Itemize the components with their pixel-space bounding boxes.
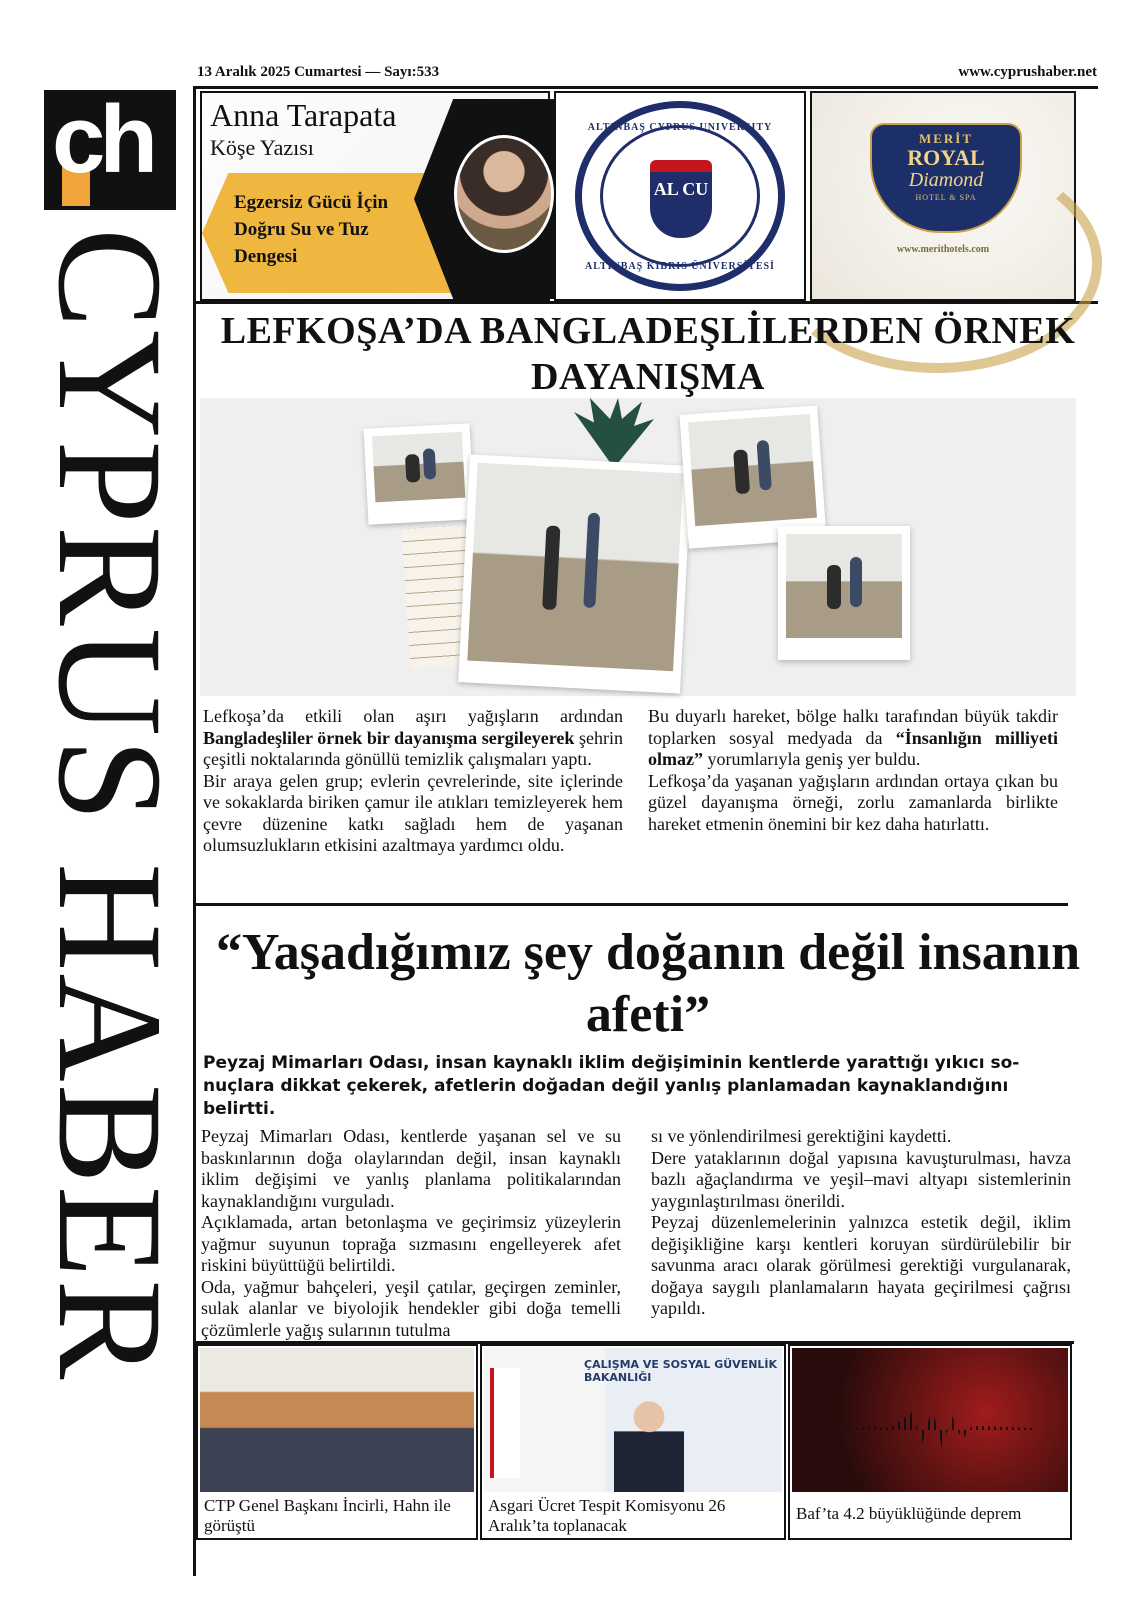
story1-paragraph: Lefkoşa’da yaşanan yağışların ardından ortaya çıkan bu güzel dayanışma örneği, zorlu zamanlarda birlikte hareket etmenin önemini bir kez daha hatırlattı. [648,770,1058,834]
columnist-box[interactable] [200,91,550,301]
seal-top-text: ALTINBAŞ CYPRUS UNIVERSITY [587,122,773,133]
section-divider [196,903,1068,906]
story1-text: Bu duyarlı hareket, bölge halkı tarafından büyük takdir toplarken sosyal medyada da [648,706,1058,748]
story2-column-1 [201,1126,621,1341]
seal-emblem: AL CU [653,179,709,199]
seal-bottom-text: ALTINBAŞ KIBRIS ÜNİVERSİTESİ [585,261,775,272]
news-card[interactable] [480,1344,786,1540]
story1-bold-text: “İnsanlığın milliyeti olmaz” [648,727,1058,769]
meeting-photo [200,1348,474,1492]
columnist-section: Köşe Yazısı [210,135,314,160]
hotel-url: www.merithotels.com [896,244,990,255]
hotel-brand: MERİT [918,131,974,146]
story2-paragraph: Oda, yağmur bahçeleri, yeşil çatılar, geçirgen zeminler, sulak alanlar ve biyolojik hendekler gibi doğa temelli çözümlerle yağış sularının tutulma [201,1276,621,1340]
website-link[interactable]: www.cyprushaber.net [958,64,1097,80]
bottom-news-row [196,1344,1074,1540]
news-caption[interactable]: Baf’ta 4.2 büyüklüğünde deprem [796,1504,1022,1523]
news-caption[interactable]: Asgari Ücret Tespit Komisyonu 26 Aralık’ta toplanacak [488,1496,726,1535]
story1-text: Lefkoşa’da etkili olan aşırı yağışların ardından [203,706,623,726]
columnist-name: Anna Tarapata [210,97,397,133]
seal-shield-icon [650,160,712,238]
story1-column-2 [648,706,1058,835]
minister-figure [614,1398,684,1492]
story2-dek: Peyzaj Mimarları Odası, insan kaynaklı iklim değişiminin kentlerde yarattığı yıkıcı sonuçlara dikkat çekerek, afetlerin doğadan değil yanlış planlamadan kaynaklandığını belirtti. [203,1053,1020,1119]
issue-date: 13 Aralık 2025 Cumartesi — Sayı:533 [197,64,440,80]
story1-headline[interactable]: LEFKOŞA’DA BANGLADEŞLİLERDEN ÖRNEK DAYANIŞMA [220,310,1076,398]
columnist-photo [454,135,554,253]
story1-paragraph: Bir araya gelen grup; evlerin çevrelerinde, site içlerinde ve sokaklarda biriken çamur ile atıkları temizleyerek hem çevre düzenine katkı sağladı hem de yaşanan olumsuzlukların etkisini azaltmaya yardımcı oldu. [203,770,623,855]
university-ad[interactable] [554,91,806,301]
story1-photo-collage [200,398,1076,696]
seismograph-photo [792,1348,1068,1492]
story2-paragraph: Peyzaj Mimarları Odası, kentlerde yaşanan sel ve su baskınlarının doğa olaylarından değil, insan kaynaklı iklim değişimi ve yanlış planlama politikalarından kaynaklandığını vurguladı. [201,1126,621,1211]
masthead-title: CYPRUS HABER [27,228,193,1382]
issue-bar [197,62,1097,84]
story1-bold-text: Bangladeşliler örnek bir dayanışma sergileyerek [203,727,575,748]
ad-row [196,86,1098,304]
news-caption[interactable]: CTP Genel Başkanı İncirli, Hahn ile görüştü [204,1496,451,1535]
story1-text: yorumlarıyla geniş yer buldu. [702,749,921,769]
collage-photo [458,454,692,693]
hotel-name: ROYAL [907,145,985,170]
news-card[interactable] [196,1344,478,1540]
story2-paragraph: Açıklamada, artan betonlaşma ve geçirimsiz yüzeylerin yağmur suyunun toprağa sızmasını engelleyerek afet riskini büyüttüğü belirtildi. [201,1212,621,1275]
story2-paragraph: Dere yataklarının doğal yapısına kavuşturulması, havza bazlı ağaçlandırma ve yeşil–mavi altyapı sistemlerinin yaygınlaştırılması önerildi. [651,1147,1071,1211]
minister-photo [484,1348,782,1492]
story1-column-1 [203,706,623,857]
university-seal [575,101,785,291]
collage-photo [778,526,910,660]
logo-letters: ch [52,86,153,193]
hotel-subname: Diamond [908,169,984,191]
story2-column-2 [651,1126,1071,1320]
columnist-headline[interactable]: Egzersiz Gücü İçin Doğru Su ve Tuz Dengesi [234,192,389,267]
news-card[interactable] [788,1344,1072,1540]
seismograph-wave-icon [832,1408,1032,1448]
story1-text: şehrin çeşitli noktalarında gönüllü temizlik çalışmaları yaptı. [203,727,623,769]
collage-photo [364,423,475,524]
ministry-sign: ÇALIŞMA VE SOSYAL GÜVENLİK BAKANLIĞI [584,1358,778,1384]
masthead-wrap [27,228,193,1580]
story2-headline[interactable]: “Yaşadığımız şey doğanın değil insanın afeti” [216,924,1080,1043]
hotel-ad[interactable] [810,91,1076,301]
flag-icon [490,1368,520,1478]
story2-paragraph: sı ve yönlendirilmesi gerektiğini kaydetti. [651,1126,952,1146]
palm-leaf-icon [574,398,654,468]
ch-logo [44,86,176,210]
story2-paragraph: Peyzaj düzenlemelerinin yalnızca estetik değil, iklim değişikliğine karşı kentleri koruyan sürdürülebilir bir savunma aracı olarak görülmesi gerektiği vurgulanarak, doğaya saygılı planlamaların hayata geçirilmesi çağrısı yapıldı. [651,1212,1071,1318]
hotel-type: HOTEL & SPA [915,193,977,202]
